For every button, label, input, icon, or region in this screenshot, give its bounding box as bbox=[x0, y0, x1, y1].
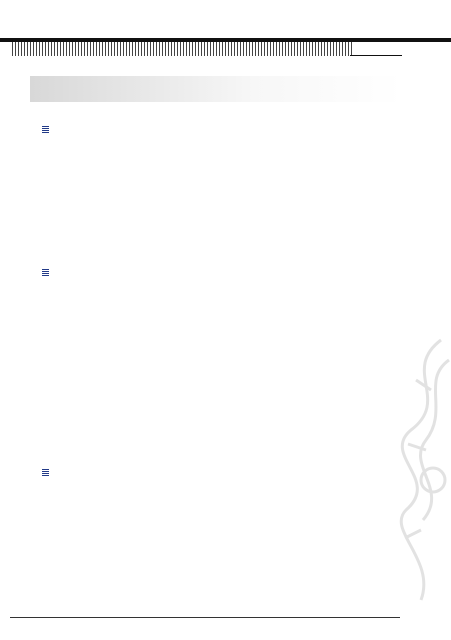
section-icon bbox=[42, 469, 49, 476]
top-banner bbox=[0, 38, 451, 56]
chapter-underline bbox=[350, 55, 402, 56]
top-banner-stripes bbox=[12, 42, 352, 56]
random-forma-heading bbox=[42, 269, 52, 276]
section-icon bbox=[42, 126, 49, 133]
dragon-illustration bbox=[381, 330, 451, 610]
section-icon bbox=[42, 269, 49, 276]
fixed-forma-heading bbox=[42, 126, 52, 133]
enemy-heading bbox=[42, 469, 52, 476]
title-box bbox=[30, 76, 402, 102]
footer-rule bbox=[10, 617, 400, 618]
